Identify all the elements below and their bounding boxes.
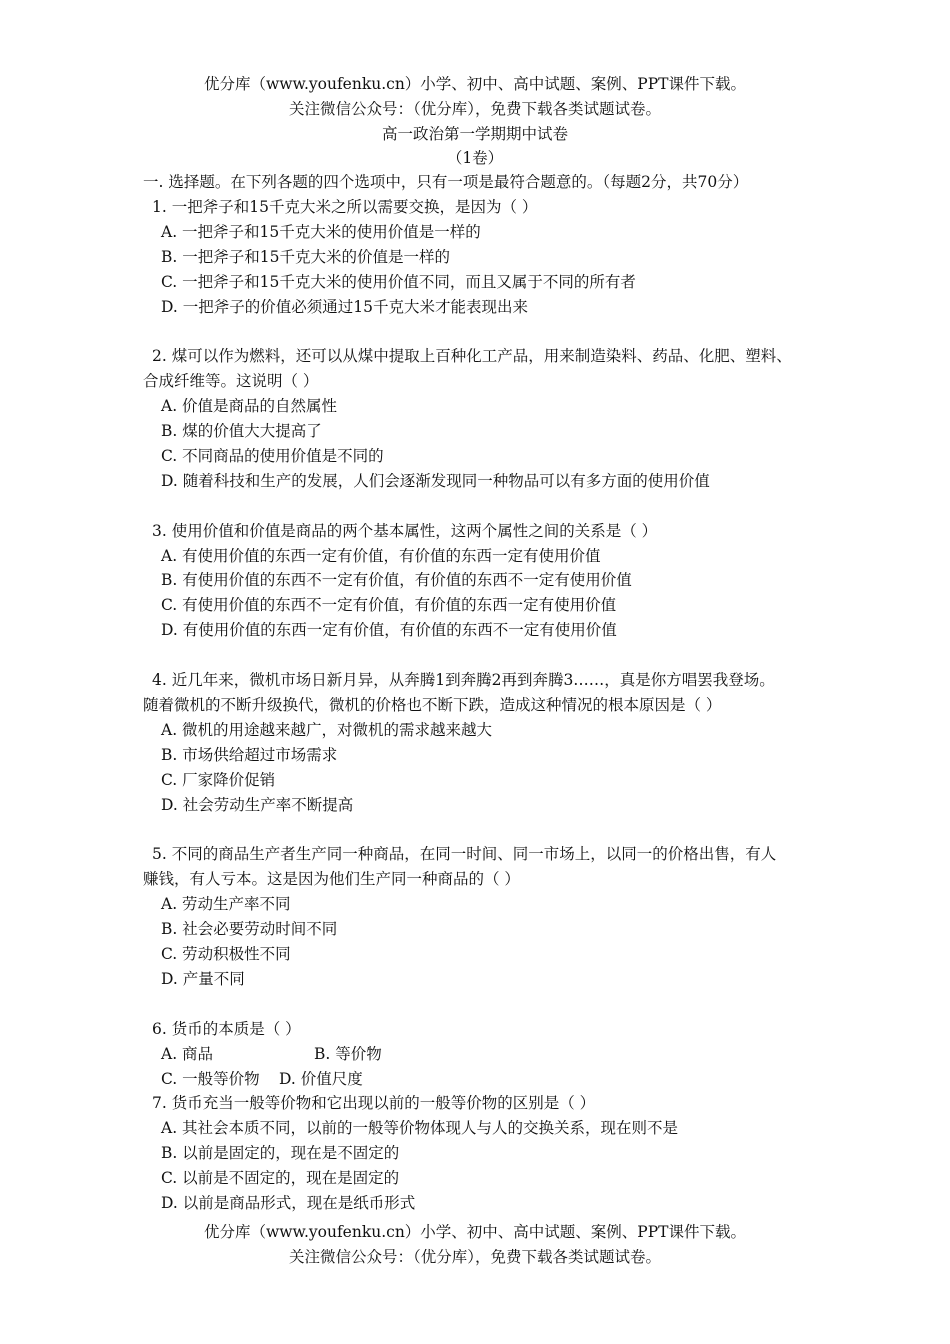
option-a: A. 价值是商品的自然属性 <box>161 397 338 416</box>
option-a: A. 商品 <box>161 1044 214 1063</box>
option-d: D. 有使用价值的东西一定有价值，有价值的东西不一定有使用价值 <box>161 621 617 640</box>
option-c: C. 有使用价值的东西不一定有价值，有价值的东西一定有使用价值 <box>161 596 617 615</box>
option-c: C. 厂家降价促销 <box>161 770 276 789</box>
option-b: B. 社会必要劳动时间不同 <box>161 920 338 939</box>
option-d: D. 价值尺度 <box>279 1069 363 1088</box>
option-b: B. 等价物 <box>314 1044 382 1063</box>
question-2 <box>143 344 823 493</box>
question-stem: 4. 近几年来，微机市场日新月异，从奔腾1到奔腾2再到奔腾3……，真是你方唱罢我登场。 <box>152 671 775 690</box>
question-6 <box>143 1017 823 1092</box>
option-b: B. 市场供给超过市场需求 <box>161 745 338 764</box>
page-title: 高一政治第一学期期中试卷 <box>381 125 568 143</box>
option-a: A. 劳动生产率不同 <box>161 895 291 914</box>
option-b: B. 以前是固定的，现在是不固定的 <box>161 1144 400 1163</box>
question-stem-continued: 随着微机的不断升级换代，微机的价格也不断下跌，造成这种情况的根本原因是（ ） <box>143 695 722 714</box>
option-d: D. 一把斧子的价值必须通过15千克大米才能表现出来 <box>161 297 528 316</box>
question-4 <box>143 668 823 817</box>
spacer <box>143 643 823 668</box>
header-line-1: 优分库（www.youfenku.cn）小学、初中、高中试题、案例、PPT课件下载。 <box>203 75 747 93</box>
options-row-2 <box>143 1067 823 1092</box>
options-row-1 <box>143 1042 823 1067</box>
question-7 <box>143 1091 823 1216</box>
question-stem: 2. 煤可以作为燃料，还可以从煤中提取上百种化工产品，用来制造染料、药品、化肥、塑料、 <box>152 347 792 366</box>
option-c: C. 劳动积极性不同 <box>161 945 291 964</box>
option-b: B. 一把斧子和15千克大米的价值是一样的 <box>161 247 450 266</box>
option-d: D. 社会劳动生产率不断提高 <box>161 795 354 814</box>
option-d: D. 随着科技和生产的发展，人们会逐渐发现同一种物品可以有多方面的使用价值 <box>161 471 710 490</box>
option-a: A. 有使用价值的东西一定有价值，有价值的东西一定有使用价值 <box>161 546 601 565</box>
option-b: B. 煤的价值大大提高了 <box>161 422 322 441</box>
question-stem: 1. 一把斧子和15千克大米之所以需要交换，是因为（ ） <box>152 197 538 216</box>
question-stem-continued: 合成纤维等。这说明（ ） <box>143 372 319 391</box>
option-a: A. 一把斧子和15千克大米的使用价值是一样的 <box>161 222 481 241</box>
option-b: B. 有使用价值的东西不一定有价值，有价值的东西不一定有使用价值 <box>161 571 632 590</box>
footer-line-1: 优分库（www.youfenku.cn）小学、初中、高中试题、案例、PPT课件下载。 <box>203 1223 747 1241</box>
option-c: C. 以前是不固定的，现在是固定的 <box>161 1169 400 1188</box>
spacer <box>143 494 823 519</box>
question-3 <box>143 519 823 644</box>
option-c: C. 一般等价物 <box>161 1069 260 1088</box>
option-c: C. 一把斧子和15千克大米的使用价值不同，而且又属于不同的所有者 <box>161 272 636 291</box>
option-d: D. 以前是商品形式，现在是纸币形式 <box>161 1194 416 1213</box>
question-stem: 5. 不同的商品生产者生产同一种商品，在同一时间、同一市场上，以同一的价格出售，有人 <box>152 845 777 864</box>
option-a: A. 其社会本质不同，以前的一般等价物体现人与人的交换关系，现在则不是 <box>161 1119 679 1138</box>
question-stem: 7. 货币充当一般等价物和它出现以前的一般等价物的区别是（ ） <box>152 1094 596 1113</box>
spacer <box>143 319 823 344</box>
option-c: C. 不同商品的使用价值是不同的 <box>161 446 384 465</box>
page-subtitle: （1卷） <box>446 149 504 167</box>
question-stem: 6. 货币的本质是（ ） <box>152 1019 301 1038</box>
option-d: D. 产量不同 <box>161 969 245 988</box>
header-line-2: 关注微信公众号：（优分库），免费下载各类试题试卷。 <box>288 100 661 118</box>
spacer <box>143 818 823 843</box>
question-1 <box>143 195 823 320</box>
question-stem: 3. 使用价值和价值是商品的两个基本属性，这两个属性之间的关系是（ ） <box>152 521 658 540</box>
section-instruction: 一. 选择题。在下列各题的四个选项中，只有一项是最符合题意的。（每题2分，共70分） <box>143 173 749 191</box>
spacer <box>143 992 823 1017</box>
exam-body <box>143 170 823 1216</box>
question-stem-continued: 赚钱，有人亏本。这是因为他们生产同一种商品的（ ） <box>143 870 520 889</box>
footer-line-2: 关注微信公众号：（优分库），免费下载各类试题试卷。 <box>288 1248 661 1266</box>
option-a: A. 微机的用途越来越广，对微机的需求越来越大 <box>161 720 493 739</box>
question-5 <box>143 842 823 991</box>
